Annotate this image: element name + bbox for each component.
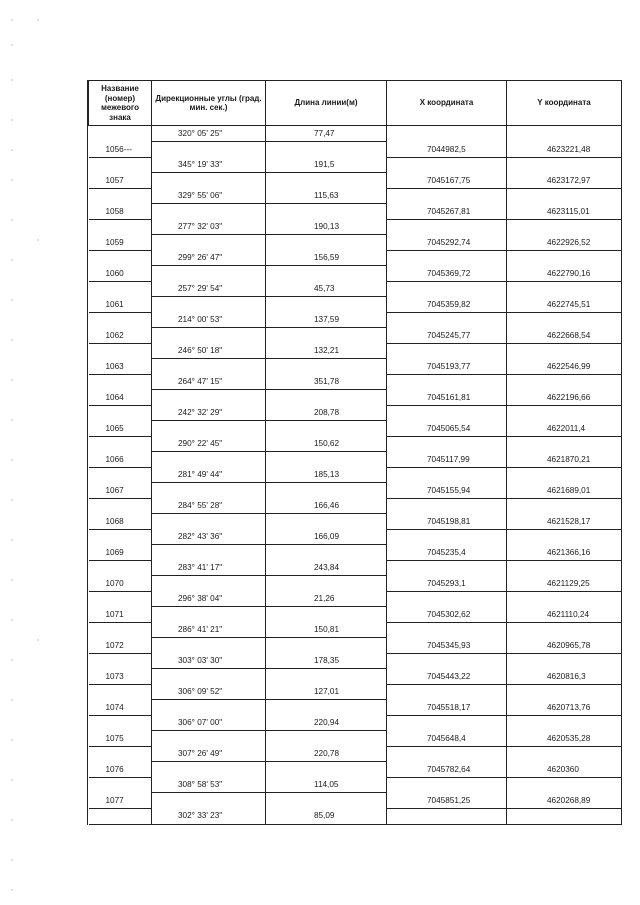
x-cell [387,374,507,390]
segment-row [89,591,622,607]
point-row [89,452,622,468]
point-row [89,328,622,344]
y-cell [507,746,622,762]
y-cell [507,436,622,452]
point-name: 1063 [89,359,152,375]
segment-row [89,715,622,731]
name-cell [89,126,152,142]
direction-angle: 257° 29' 54" [152,281,266,297]
direction-angle: 306° 07' 00" [152,715,266,731]
point-name: 1061 [89,297,152,313]
y-coordinate: 4622011,4 [507,421,622,437]
direction-angle: 290° 22' 45" [152,436,266,452]
angle-cell [152,607,266,623]
line-length: 150,81 [266,622,387,638]
line-length: 191,5 [266,157,387,173]
x-coordinate: 7045245,77 [387,328,507,344]
point-name: 1066 [89,452,152,468]
x-coordinate: 7045117,99 [387,452,507,468]
length-cell [266,576,387,592]
segment-row [89,250,622,266]
segment-row [89,436,622,452]
x-coordinate: 7045267,81 [387,204,507,220]
line-length: 220,78 [266,746,387,762]
y-coordinate: 4622546,99 [507,359,622,375]
header-length: Длина линии(м) [266,81,387,126]
length-cell [266,638,387,654]
length-cell [266,514,387,530]
name-cell [89,405,152,421]
x-coordinate: 7045293,1 [387,576,507,592]
name-cell [89,436,152,452]
line-length: 166,46 [266,498,387,514]
length-cell [266,328,387,344]
point-name: 1064 [89,390,152,406]
x-coordinate: 7045851,25 [387,793,507,809]
segment-row [89,684,622,700]
x-cell [387,436,507,452]
point-name: 1077 [89,793,152,809]
direction-angle: 329° 55' 06" [152,188,266,204]
length-cell [266,235,387,251]
line-length: 351,78 [266,374,387,390]
segment-row [89,777,622,793]
y-coordinate: 4621129,25 [507,576,622,592]
x-coordinate: 7045782,64 [387,762,507,778]
x-coordinate: 7045359,82 [387,297,507,313]
angle-cell [152,731,266,747]
x-cell [387,126,507,142]
name-cell [89,312,152,328]
y-cell [507,591,622,607]
segment-row [89,405,622,421]
x-cell [387,746,507,762]
angle-cell [152,669,266,685]
point-name: 1068 [89,514,152,530]
length-cell [266,452,387,468]
line-length: 132,21 [266,343,387,359]
y-cell [507,157,622,173]
segment-row [89,653,622,669]
length-cell [266,266,387,282]
y-cell [507,126,622,142]
point-name: 1060 [89,266,152,282]
angle-cell [152,297,266,313]
x-coordinate: 7045193,77 [387,359,507,375]
line-length: 115,63 [266,188,387,204]
y-cell [507,498,622,514]
segment-row [89,157,622,173]
line-length: 45,73 [266,281,387,297]
y-cell [507,405,622,421]
length-cell [266,297,387,313]
name-cell [89,560,152,576]
y-cell [507,374,622,390]
length-cell [266,142,387,158]
angle-cell [152,142,266,158]
point-name: 1073 [89,669,152,685]
line-length: 208,78 [266,405,387,421]
angle-cell [152,359,266,375]
angle-cell [152,328,266,344]
angle-cell: 320° 05' 25" [152,126,266,142]
angle-cell [152,483,266,499]
line-length: 185,13 [266,467,387,483]
name-cell [89,374,152,390]
line-length: 150,62 [266,436,387,452]
point-row [89,235,622,251]
y-coordinate: 4622668,54 [507,328,622,344]
x-coordinate: 7045302,62 [387,607,507,623]
direction-angle: 306° 09' 52" [152,684,266,700]
segment-row [89,529,622,545]
segment-row [89,808,622,824]
point-name: 1072 [89,638,152,654]
y-cell [507,219,622,235]
length-cell [266,700,387,716]
y-cell [507,560,622,576]
length-cell [266,421,387,437]
x-cell [387,591,507,607]
y-coordinate: 4622196,66 [507,390,622,406]
segment-row [89,560,622,576]
header-name: Название (номер) межевого знака [89,81,152,126]
point-row [89,142,622,158]
name-cell [89,188,152,204]
angle-cell [152,235,266,251]
length-cell [266,669,387,685]
y-coordinate: 4621870,21 [507,452,622,468]
name-cell [89,715,152,731]
direction-angle: 307° 26' 49" [152,746,266,762]
point-name: 1065 [89,421,152,437]
point-name: 1067 [89,483,152,499]
x-cell [387,467,507,483]
name-cell [89,746,152,762]
x-cell [387,343,507,359]
header-x: X координата [387,81,507,126]
coordinates-sheet [87,80,621,825]
segment-row [89,498,622,514]
segment-row [89,219,622,235]
x-cell [387,188,507,204]
length-cell [266,390,387,406]
y-cell [507,684,622,700]
point-row [89,204,622,220]
y-cell [507,622,622,638]
direction-angle: 284° 55' 28" [152,498,266,514]
y-coordinate: 4620713,76 [507,700,622,716]
line-length: 178,35 [266,653,387,669]
x-coordinate: 7045292,74 [387,235,507,251]
x-coordinate: 7045369,72 [387,266,507,282]
line-length: 156,59 [266,250,387,266]
length-cell: 77,47 [266,126,387,142]
angle-cell [152,545,266,561]
line-length: 85,09 [266,808,387,824]
line-length: 127,01 [266,684,387,700]
x-cell [387,405,507,421]
angle-cell [152,266,266,282]
point-row [89,359,622,375]
name-cell [89,591,152,607]
name-cell [89,684,152,700]
point-row [89,638,622,654]
x-cell [387,498,507,514]
x-cell [387,808,507,824]
angle-cell [152,576,266,592]
x-coordinate: 7045065,54 [387,421,507,437]
y-coordinate: 4620816,3 [507,669,622,685]
y-cell [507,653,622,669]
x-coordinate: 7045443,22 [387,669,507,685]
name-cell [89,777,152,793]
name-cell [89,467,152,483]
point-row [89,793,622,809]
point-name: 1062 [89,328,152,344]
y-cell [507,808,622,824]
header-angle: Дирекционные углы (град. мин. сек.) [152,81,266,126]
line-length: 114,05 [266,777,387,793]
angle-cell [152,793,266,809]
y-coordinate: 4622790,16 [507,266,622,282]
y-cell [507,188,622,204]
x-coordinate: 7045345,93 [387,638,507,654]
name-cell [89,498,152,514]
x-cell [387,560,507,576]
x-coordinate: 7045198,81 [387,514,507,530]
direction-angle: 264° 47' 15" [152,374,266,390]
x-cell [387,622,507,638]
point-name: 1069 [89,545,152,561]
y-coordinate: 4620535,28 [507,731,622,747]
y-coordinate: 4621366,16 [507,545,622,561]
direction-angle: 246° 50' 18" [152,343,266,359]
direction-angle: 303° 03' 30" [152,653,266,669]
direction-angle: 282° 43' 36" [152,529,266,545]
x-coordinate: 7045235,4 [387,545,507,561]
name-cell [89,250,152,266]
segment-row [89,126,622,142]
segment-row [89,374,622,390]
y-cell [507,777,622,793]
direction-angle: 302° 33' 23" [152,808,266,824]
y-coordinate: 4620268,89 [507,793,622,809]
table-body [89,126,622,825]
x-cell [387,250,507,266]
point-row [89,514,622,530]
point-name: 1056--- [89,142,152,158]
x-cell [387,715,507,731]
point-row [89,173,622,189]
name-cell [89,529,152,545]
length-cell [266,173,387,189]
segment-row [89,312,622,328]
header-y: Y координата [507,81,622,126]
point-row [89,266,622,282]
direction-angle: 345° 19' 33" [152,157,266,173]
y-coordinate: 4621689,01 [507,483,622,499]
angle-cell [152,173,266,189]
angle-cell [152,638,266,654]
y-coordinate: 4622745,51 [507,297,622,313]
line-length: 243,84 [266,560,387,576]
point-name: 1075 [89,731,152,747]
x-cell [387,653,507,669]
length-cell [266,731,387,747]
length-cell [266,359,387,375]
y-coordinate: 4623221,48 [507,142,622,158]
point-name: 1074 [89,700,152,716]
point-row [89,700,622,716]
direction-angle: 308° 58' 53" [152,777,266,793]
angle-cell [152,421,266,437]
name-cell [89,622,152,638]
point-row [89,607,622,623]
length-cell [266,793,387,809]
segment-row [89,188,622,204]
x-coordinate: 7045167,75 [387,173,507,189]
segment-row [89,746,622,762]
point-row [89,483,622,499]
name-cell [89,219,152,235]
x-cell [387,281,507,297]
line-length: 21,26 [266,591,387,607]
point-row [89,390,622,406]
segment-row [89,343,622,359]
x-cell [387,312,507,328]
name-cell [89,808,152,824]
y-coordinate: 4622926,52 [507,235,622,251]
y-coordinate: 4623115,01 [507,204,622,220]
segment-row [89,281,622,297]
direction-angle: 277° 32' 03" [152,219,266,235]
point-name: 1057 [89,173,152,189]
x-coordinate: 7044982,5 [387,142,507,158]
angle-cell [152,390,266,406]
direction-angle: 283° 41' 17" [152,560,266,576]
x-coordinate: 7045161,81 [387,390,507,406]
boundary-coordinates-table [88,80,622,825]
y-coordinate: 4620360 [507,762,622,778]
y-coordinate: 4621110,24 [507,607,622,623]
y-cell [507,343,622,359]
y-cell [507,467,622,483]
segment-row [89,467,622,483]
length-cell [266,762,387,778]
x-cell [387,684,507,700]
name-cell [89,281,152,297]
angle-cell [152,514,266,530]
direction-angle: 214° 00' 53" [152,312,266,328]
point-row [89,545,622,561]
line-length: 220,94 [266,715,387,731]
point-name: 1058 [89,204,152,220]
direction-angle: 242° 32' 29" [152,405,266,421]
direction-angle: 281° 49' 44" [152,467,266,483]
x-cell [387,777,507,793]
segment-row [89,622,622,638]
point-row [89,762,622,778]
angle-cell [152,700,266,716]
point-name: 1071 [89,607,152,623]
y-coordinate: 4623172,97 [507,173,622,189]
scan-margin-marks [8,0,48,905]
length-cell [266,607,387,623]
y-cell [507,715,622,731]
line-length: 166,09 [266,529,387,545]
y-cell [507,312,622,328]
length-cell [266,483,387,499]
x-coordinate: 7045648,4 [387,731,507,747]
direction-angle: 296° 38' 04" [152,591,266,607]
point-row [89,669,622,685]
x-coordinate: 7045155,94 [387,483,507,499]
y-cell [507,250,622,266]
point-row [89,421,622,437]
x-cell [387,529,507,545]
point-row [89,297,622,313]
x-cell [387,219,507,235]
point-name: 1059 [89,235,152,251]
line-length: 190,13 [266,219,387,235]
length-cell [266,545,387,561]
angle-cell [152,452,266,468]
table-header-row [89,81,622,126]
line-length: 137,59 [266,312,387,328]
direction-angle: 286° 41' 21" [152,622,266,638]
point-name: 1070 [89,576,152,592]
y-coordinate: 4620965,78 [507,638,622,654]
name-cell [89,653,152,669]
angle-cell [152,762,266,778]
name-cell [89,157,152,173]
y-cell [507,281,622,297]
point-row [89,731,622,747]
name-cell [89,343,152,359]
direction-angle: 299° 26' 47" [152,250,266,266]
y-coordinate: 4621528,17 [507,514,622,530]
angle-cell [152,204,266,220]
x-cell [387,157,507,173]
point-row [89,576,622,592]
point-name: 1076 [89,762,152,778]
y-cell [507,529,622,545]
length-cell [266,204,387,220]
x-coordinate: 7045518,17 [387,700,507,716]
